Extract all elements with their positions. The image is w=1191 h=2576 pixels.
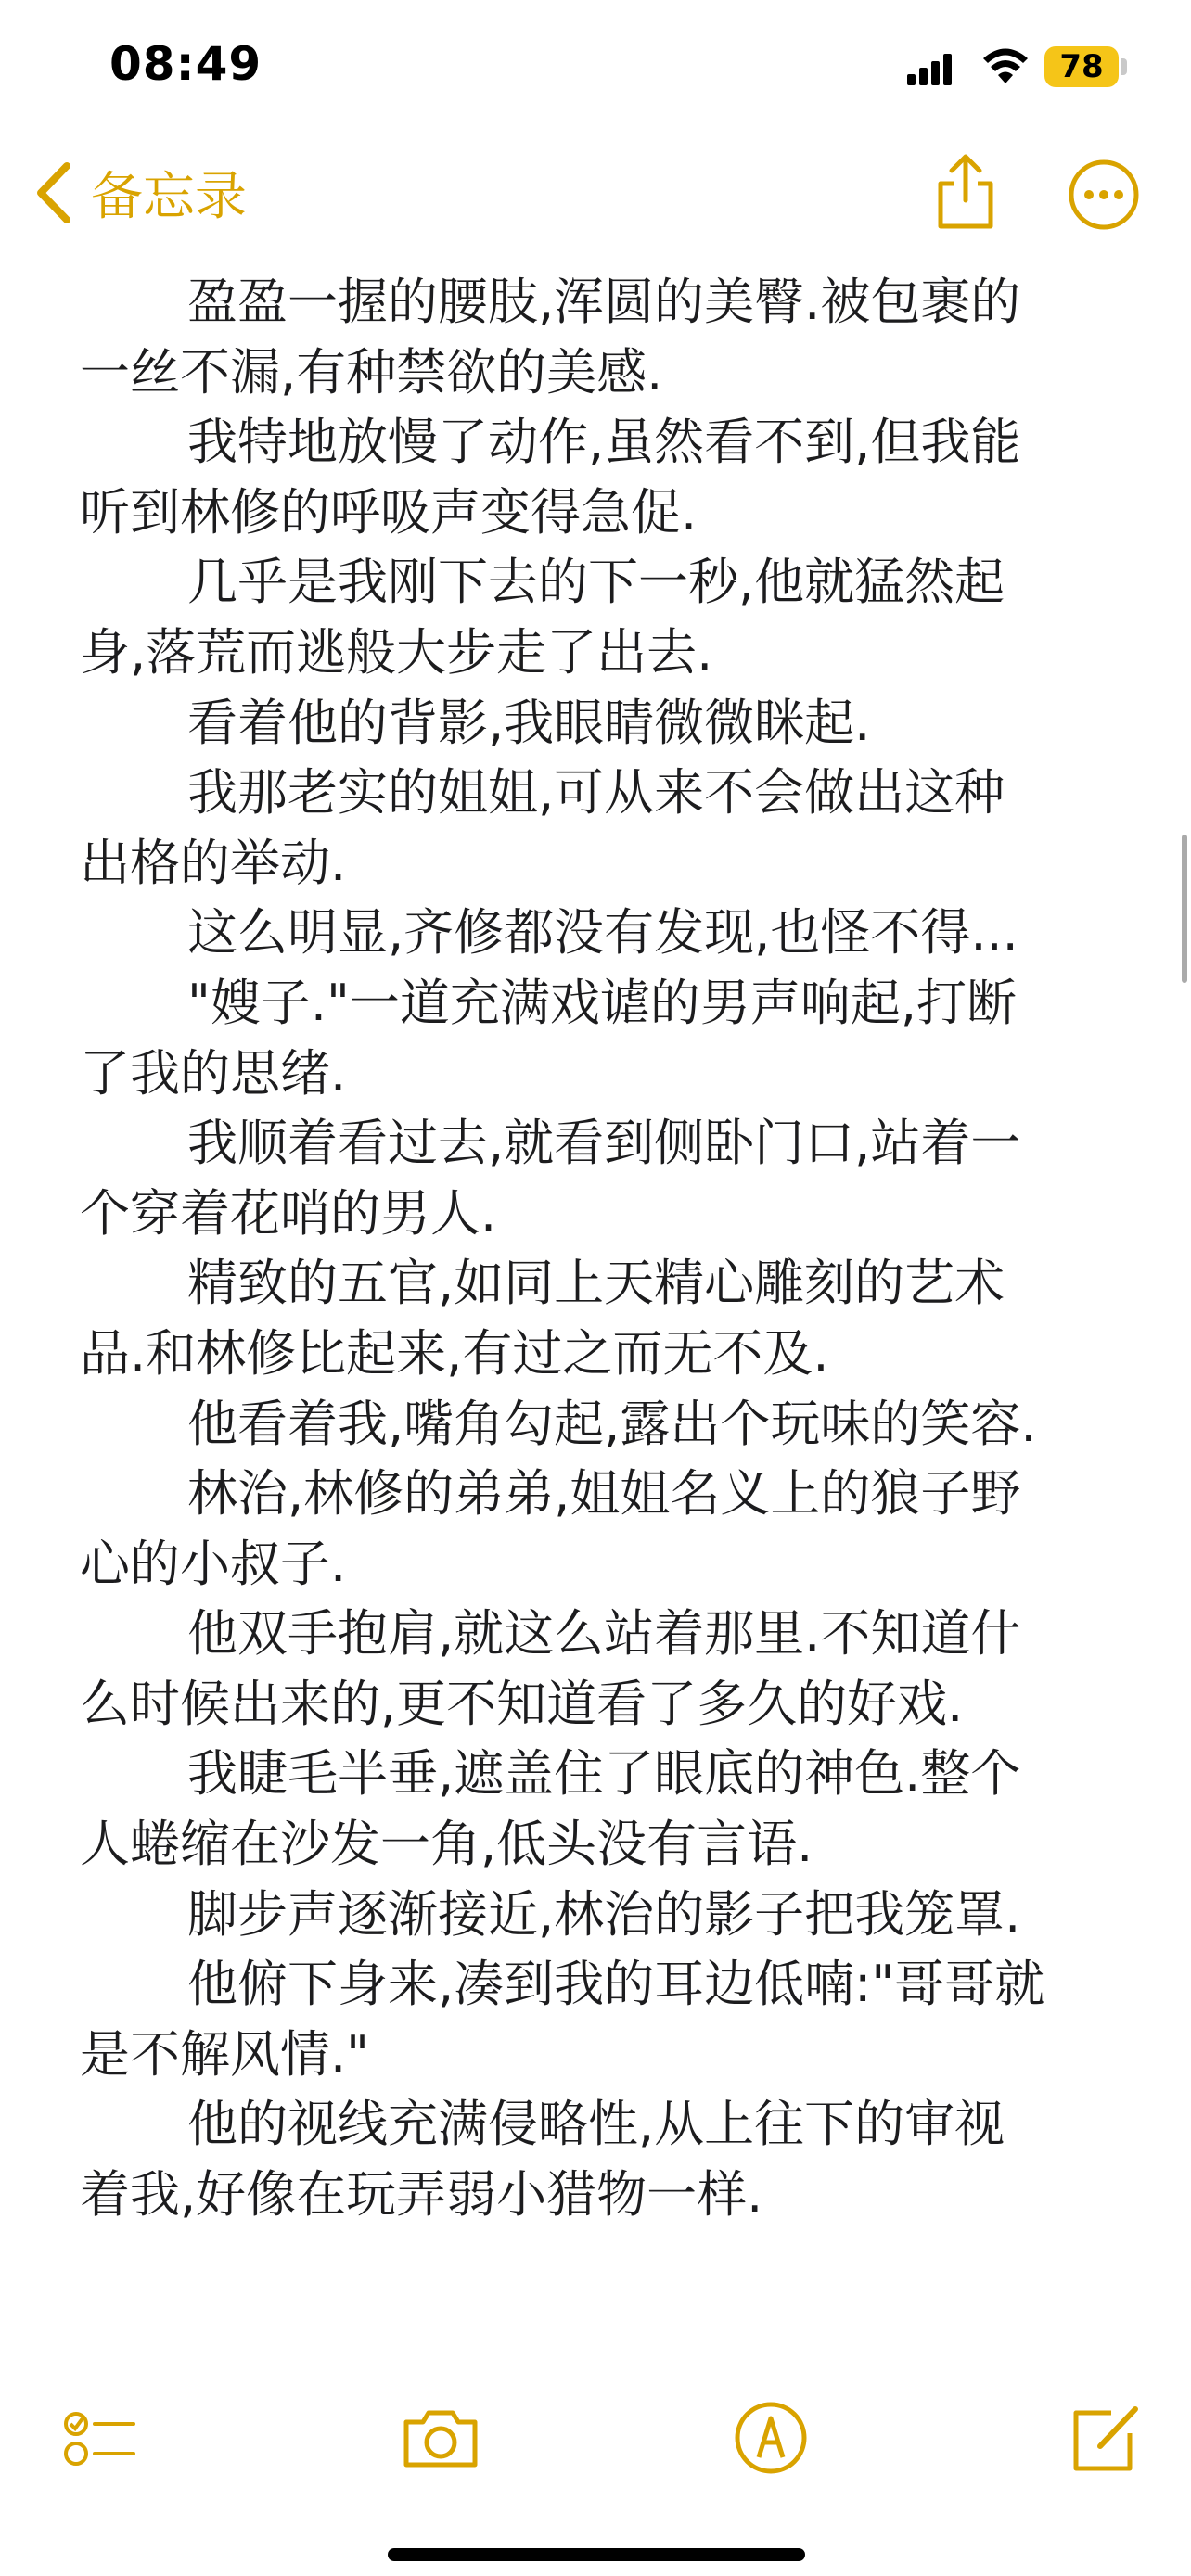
note-continuation-line: 品.和林修比起来,有过之而无不及. [80, 1323, 829, 1383]
note-continuation-line: 么时候出来的,更不知道看了多久的好戏. [80, 1674, 964, 1733]
note-paragraph-line: 盈盈一握的腰肢,浑圆的美臀.被包裹的 [187, 273, 1021, 331]
note-continuation-line: 心的小叔子. [80, 1534, 347, 1593]
note-paragraph-line: 我睫毛半垂,遮盖住了眼底的神色.整个 [187, 1744, 1021, 1804]
note-continuation-line: 着我,好像在玩弄弱小猎物一样. [80, 2165, 763, 2225]
note-paragraph-line: 我那老实的姐姐,可从来不会做出这种 [187, 763, 1005, 823]
nav-bar [0, 139, 1191, 250]
note-paragraph-line: 我顺着看过去,就看到侧卧门口,站着一 [187, 1114, 1021, 1173]
scroll-indicator[interactable] [1182, 835, 1187, 983]
battery-icon [1044, 46, 1119, 87]
status-bar [0, 0, 1191, 139]
back-label: 备忘录 [91, 167, 247, 227]
note-body[interactable] [80, 267, 1119, 2230]
note-paragraph-line: 这么明显,齐修都没有发现,也怪不得... [187, 903, 1018, 963]
note-continuation-line: 是不解风情." [80, 2024, 370, 2084]
note-continuation-line: 个穿着花哨的男人. [80, 1183, 497, 1243]
note-paragraph-line: "嫂子."一道充满戏谑的男声响起,打断 [187, 973, 1018, 1032]
checklist-icon[interactable] [58, 2396, 141, 2480]
chevron-left-icon [33, 160, 74, 225]
note-paragraph-line: 精致的五官,如同上天精心雕刻的艺术 [187, 1254, 1005, 1313]
note-continuation-line: 了我的思绪. [80, 1043, 347, 1103]
note-paragraph-line: 他俯下身来,凑到我的耳边低喃:"哥哥就 [187, 1955, 1045, 2014]
status-time: 08:49 [109, 37, 263, 91]
wifi-icon [981, 46, 1030, 85]
note-continuation-line: 人蜷缩在沙发一角,低头没有言语. [80, 1815, 813, 1874]
more-icon[interactable] [1067, 158, 1141, 232]
note-continuation-line: 听到林修的呼吸声变得急促. [80, 482, 698, 542]
share-icon[interactable] [933, 152, 998, 232]
note-paragraph-line: 几乎是我刚下去的下一秒,他就猛然起 [187, 553, 1005, 612]
note-continuation-line: 出格的举动. [80, 833, 347, 892]
note-paragraph-line: 我特地放慢了动作,虽然看不到,但我能 [187, 413, 1021, 472]
camera-icon[interactable] [399, 2396, 482, 2480]
compose-icon[interactable] [1063, 2396, 1146, 2480]
note-paragraph-line: 看着他的背影,我眼睛微微眯起. [187, 693, 871, 752]
back-button[interactable] [33, 156, 247, 230]
home-indicator[interactable] [388, 2548, 805, 2561]
battery-cap [1121, 58, 1127, 75]
note-paragraph-line: 他双手抱肩,就这么站着那里.不知道什 [187, 1604, 1021, 1664]
bottom-toolbar [0, 2383, 1191, 2494]
note-paragraph-line: 脚步声逐渐接近,林治的影子把我笼罩. [187, 1884, 1021, 1944]
note-continuation-line: 身,落荒而逃般大步走了出去. [80, 622, 713, 682]
signal-icon [907, 54, 955, 85]
battery-level: 78 [1059, 48, 1104, 85]
note-paragraph-line: 林治,林修的弟弟,姐姐名义上的狼子野 [187, 1464, 1021, 1524]
note-continuation-line: 一丝不漏,有种禁欲的美感. [80, 342, 663, 402]
markup-icon[interactable] [729, 2396, 813, 2480]
note-paragraph-line: 他的视线充满侵略性,从上往下的审视 [187, 2095, 1005, 2154]
note-paragraph-line: 他看着我,嘴角勾起,露出个玩味的笑容. [187, 1394, 1037, 1453]
